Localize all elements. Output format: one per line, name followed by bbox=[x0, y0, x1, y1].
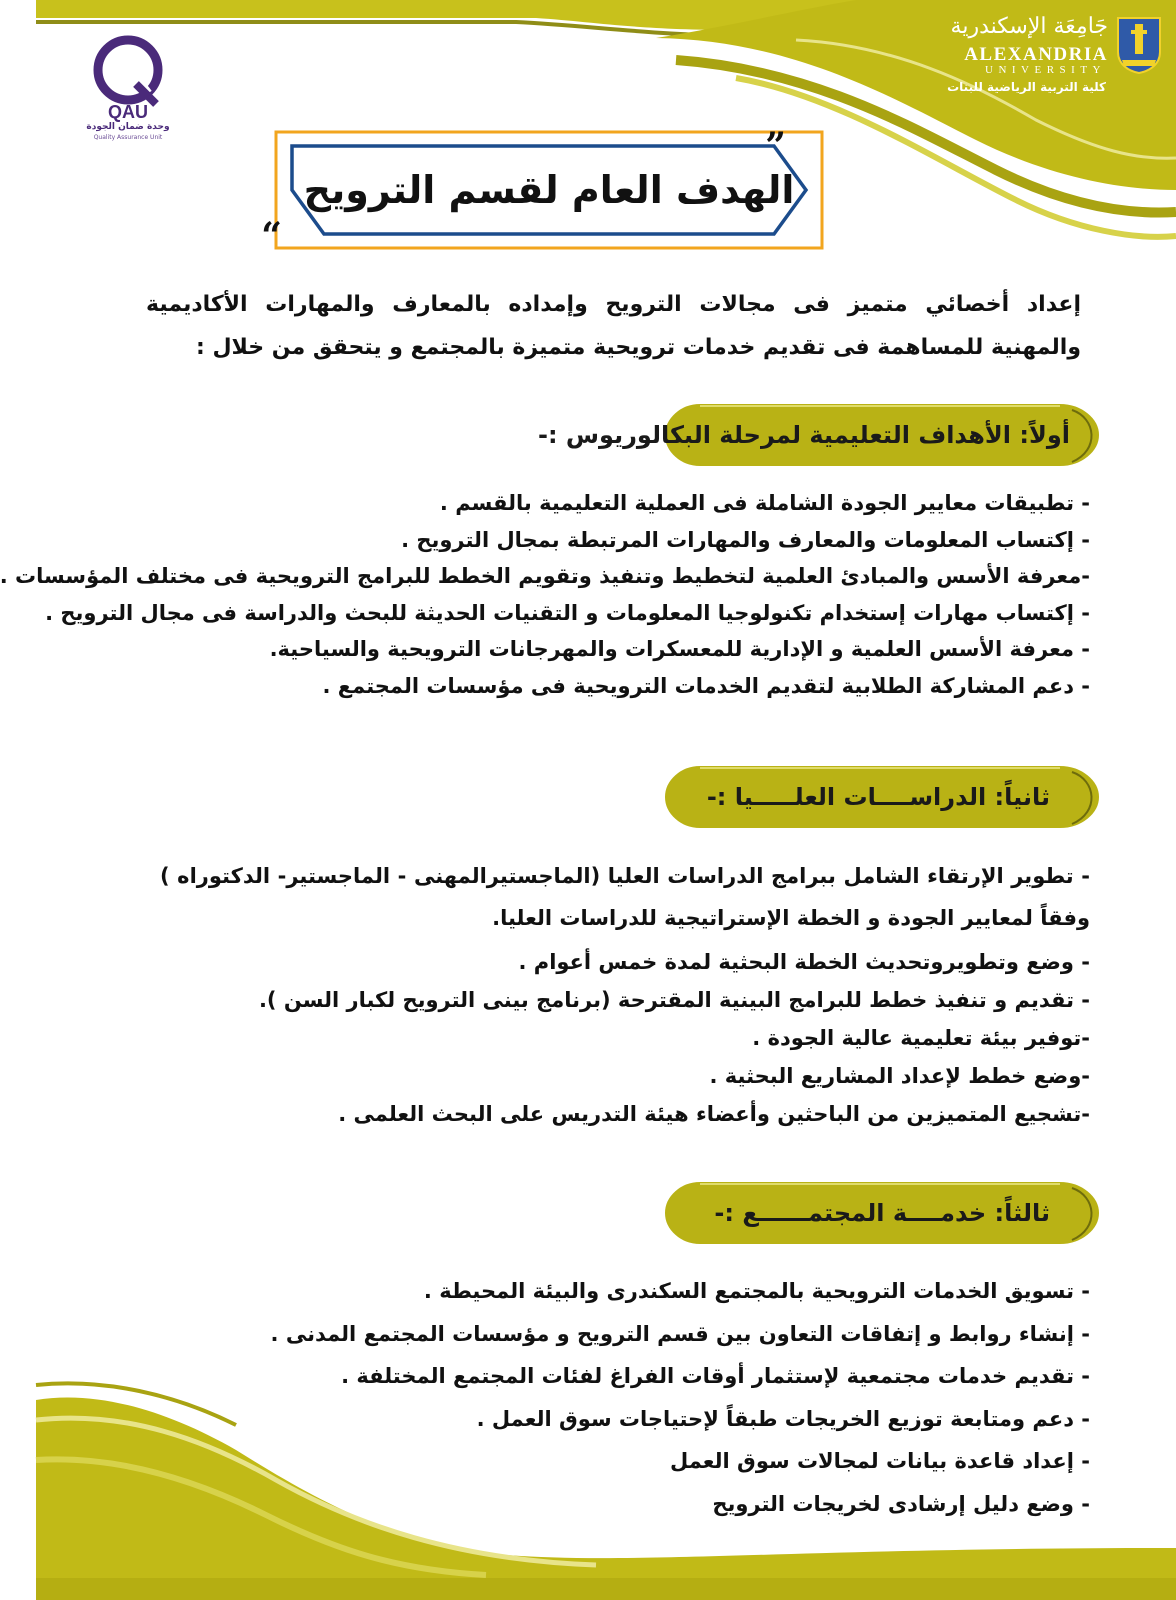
community-goals-list bbox=[190, 1270, 1090, 1525]
list-item: - إنشاء روابط و إتفاقات التعاون بين قسم الترويح و مؤسسات المجتمع المدنى . bbox=[270, 1321, 1090, 1346]
list-item: - دعم ومتابعة توزيع الخريجات طبقاً لإحتياجات سوق العمل . bbox=[476, 1406, 1090, 1431]
postgraduate-goals-list bbox=[160, 855, 1090, 1133]
section-heading-label: ثالثاً: خدمــــة المجتمــــــع :- bbox=[714, 1199, 1050, 1227]
list-item: - وضع دليل إرشادى لخريجات الترويح bbox=[712, 1491, 1090, 1516]
list-item: -معرفة الأسس والمبادئ العلمية لتخطيط وتنفيذ وتقويم الخطط للبرامج الترويحية فى مختلف المؤسسات . bbox=[0, 564, 1090, 588]
list-item: - تطبيقات معايير الجودة الشاملة فى العملية التعليمية بالقسم . bbox=[439, 491, 1090, 515]
list-item: - إكتساب مهارات إستخدام تكنولوجيا المعلومات و التقنيات الحديثة للبحث والدراسة فى مجال الترويح . bbox=[45, 600, 1090, 625]
qau-emblem-icon bbox=[80, 34, 176, 122]
faculty-name: كلية التربية الرياضية للبنات bbox=[947, 80, 1106, 94]
section-heading-bachelor bbox=[537, 400, 1106, 470]
list-item: - إعداد قاعدة بيانات لمجالات سوق العمل bbox=[669, 1449, 1090, 1473]
qau-arabic-name: وحدة ضمان الجودة bbox=[86, 122, 170, 132]
bachelor-goals-list bbox=[0, 485, 1090, 704]
list-item: - تسويق الخدمات الترويحية بالمجتمع السكندرى والبيئة المحيطة . bbox=[423, 1279, 1090, 1303]
qau-wordmark: QAU bbox=[108, 102, 148, 122]
intro-paragraph: إعداد أخصائي متميز فى مجالات الترويح وإمداده بالمعارف والمهارات الأكاديمية والمهنية للمساهمة فى تقديم خدمات ترويحية متميزة بالمجتمع و يتحقق من خلال : bbox=[146, 292, 1081, 360]
title-quote-close: “ bbox=[261, 215, 282, 257]
list-item: -تشجيع المتميزين من الباحثين وأعضاء هيئة التدريس على البحث العلمى . bbox=[338, 1102, 1090, 1126]
list-item: - إكتساب المعلومات والمعارف والمهارات المرتبطة بمجال الترويح . bbox=[401, 527, 1090, 552]
page-title: الهدف العام لقسم الترويح bbox=[303, 168, 795, 212]
list-item: - تطوير الإرتقاء الشامل ببرامج الدراسات العليا (الماجستيرالمهنى - الماجستير- الدكتوراه ) وفقاً لمعايير الجودة و الخطة الإستراتيجية للدراسات العليا. bbox=[160, 864, 1090, 930]
list-item: - دعم المشاركة الطلابية لتقديم الخدمات الترويحية فى مؤسسات المجتمع . bbox=[322, 673, 1090, 698]
section-heading-label: ثانياً: الدراســــات العلـــــيا :- bbox=[706, 783, 1050, 811]
list-item: - تقديم و تنفيذ خطط للبرامج البينية المقترحة (برنامج بينى الترويح لكبار السن ). bbox=[258, 988, 1090, 1012]
section-heading-postgraduate bbox=[660, 762, 1106, 832]
list-item: -توفير بيئة تعليمية عالية الجودة . bbox=[752, 1026, 1090, 1050]
list-item: - تقديم خدمات مجتمعية لإستثمار أوقات الفراغ لفئات المجتمع المختلفة . bbox=[341, 1364, 1090, 1388]
alexandria-university-logo bbox=[922, 12, 1162, 102]
university-arabic-name: جَامِعَة الإسكندرية bbox=[950, 14, 1108, 39]
university-shield-icon bbox=[1116, 16, 1162, 74]
title-quote-open: ” bbox=[765, 125, 786, 167]
university-english-sub: UNIVERSITY bbox=[985, 64, 1106, 76]
section-heading-label: أولاً: الأهداف التعليمية لمرحلة البكالوريوس :- bbox=[537, 421, 1070, 449]
qau-logo bbox=[80, 34, 176, 141]
university-english-name: ALEXANDRIA bbox=[964, 44, 1108, 65]
list-item: - معرفة الأسس العلمية و الإدارية للمعسكرات والمهرجانات الترويحية والسياحية. bbox=[269, 637, 1090, 661]
qau-english-name: Quality Assurance Unit bbox=[93, 134, 163, 141]
list-item: - وضع وتطويروتحديث الخطة البحثية لمدة خمس أعوام . bbox=[518, 950, 1090, 974]
section-heading-community bbox=[660, 1178, 1106, 1248]
list-item: -وضع خطط لإعداد المشاريع البحثية . bbox=[709, 1064, 1090, 1088]
